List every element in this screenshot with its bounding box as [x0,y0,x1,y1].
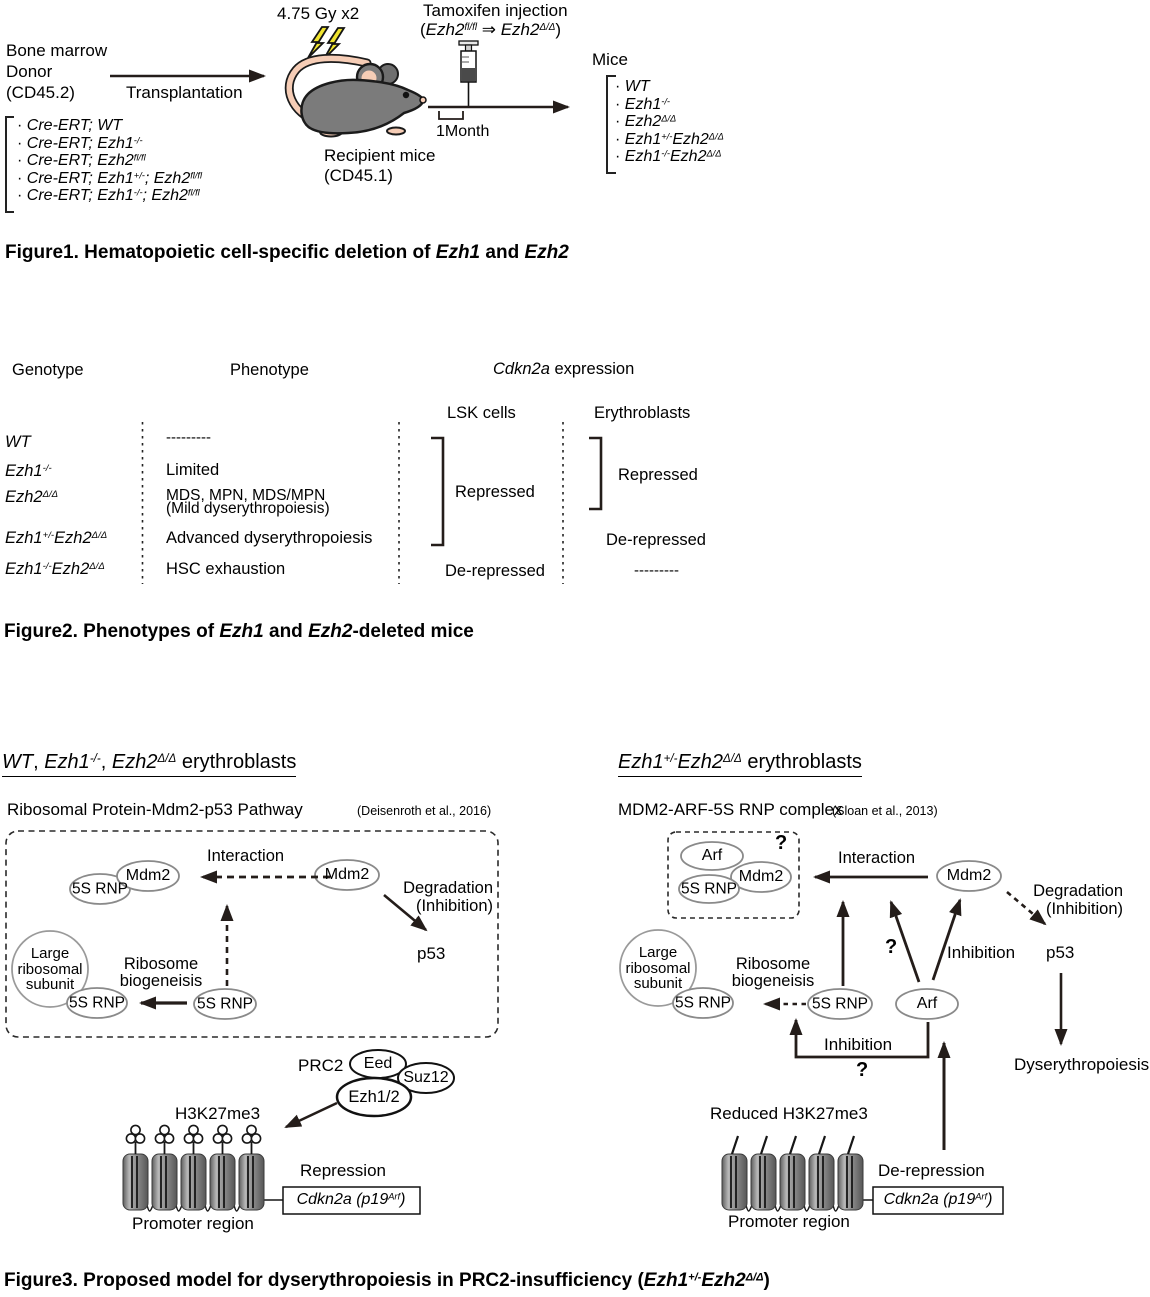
p53-label-left: p53 [417,944,446,963]
mice-list-item: · $Ezh2^{\Delta/\Delta}$ [615,113,677,130]
large-ribosomal-subunit-label-right: Large ribosomal subunit [625,943,691,992]
rnp-label: 5S RNP [681,880,737,898]
mice-list-item: · $Ezh1^{+/-}Ezh2^{\Delta/\Delta}$ [615,130,724,148]
col-header-erythroblasts: Erythroblasts [594,404,691,422]
genotype-row: Ezh1-/- [5,462,52,480]
lsk-bracket [431,438,443,545]
lsk-repressed-label: Repressed [455,483,535,501]
genotype-row: WT [5,433,31,451]
question-mark-mid: ? [885,936,898,958]
degradation-label-left: Degradation (Inhibition) [403,879,493,915]
inhibition-label-mid: Inhibition [947,943,1016,962]
donor-list-bracket [6,117,14,212]
right-panel-subtitle-ref: (Sloan et al., 2013) [832,804,938,818]
reduced-h3k27me3-label: Reduced H3K27me3 [710,1104,868,1123]
donor-genotype-item: · Cre-ERT; Ezh1-/-; $Ezh2^{fl/fl}$ [17,187,200,204]
col-header-cdkn2a: Cdkn2a expression [493,360,635,378]
cdkn2a-gene-label-left: Cdkn2a $(p19^{Arf})$ [296,1191,406,1209]
prc2-label: PRC2 [298,1056,344,1075]
col-header-phenotype: Phenotype [230,361,309,379]
arf-label: Arf [916,995,938,1013]
tamoxifen-label-line2: ($Ezh2^{fl/fl}$ ⇒ $Ezh2^{\Delta/\Delta}$) [420,20,562,39]
mice-list-item: · Ezh1-/- [615,95,670,113]
rnp-label: 5S RNP [812,995,868,1013]
mice-label: Mice [592,50,628,69]
arf-inhibition-arrow [933,900,960,980]
genotype-row: $Ezh1^{-/-}Ezh2^{\Delta/\Delta}$ [5,560,105,578]
suz12-label: Suz12 [403,1069,449,1087]
nucleosomes-left [123,1125,283,1211]
left-panel-title: WT, Ezh1-/-, $Ezh2^{\Delta/\Delta}$ erythroblasts [2,751,296,777]
col-header-genotype: Genotype [12,361,84,379]
rnp-label: 5S RNP [72,880,128,898]
mouse-nose [420,97,426,103]
figure2-caption: Figure2. Phenotypes of Ezh1 and Ezh2-deleted mice [4,621,474,642]
genotype-row: $Ezh1^{+/-}Ezh2^{\Delta/\Delta}$ [5,529,108,547]
mdm2-label: Mdm2 [946,867,992,885]
left-panel-subtitle-ref: (Deisenroth et al., 2016) [357,804,492,818]
ery-derepressed-label: De-repressed [606,531,706,549]
rnp-label: 5S RNP [69,994,125,1012]
promoter-region-label-left: Promoter region [132,1214,254,1233]
degradation-label-right: Degradation (Inhibition) [1033,882,1123,918]
figure3-caption: Figure3. Proposed model for dyserythropoiesis in PRC2-insufficiency $(Ezh1^{+/-}Ezh2^{\Delta/\Delta})$ [4,1270,770,1291]
donor-genotype-item: · Cre-ERT; Ezh1-/- [17,134,143,152]
one-month-label: 1Month [436,123,490,140]
figure1-caption: Figure1. Hematopoietic cell-specific deletion of Ezh1 and Ezh2 [5,242,569,263]
ezh12-label: Ezh1/2 [348,1087,400,1106]
promoter-region-label-right: Promoter region [728,1212,850,1231]
interaction-label-left: Interaction [207,847,285,865]
mdm2-label: Mdm2 [125,867,171,885]
transplantation-label: Transplantation [126,83,243,102]
eed-label: Eed [363,1055,393,1073]
mouse-illustration [289,58,426,136]
left-panel-subtitle: Ribosomal Protein-Mdm2-p53 Pathway [7,800,303,819]
ery-none-label: --------- [634,562,679,579]
col-header-lsk: LSK cells [447,404,516,422]
lsk-derepressed-label: De-repressed [445,562,545,580]
mice-list-item: · $Ezh1^{-/-}Ezh2^{\Delta/\Delta}$ [615,148,722,165]
mouse-eye [403,92,409,98]
ribosome-biogenesis-label-right: Ribosome biogeneisis [731,955,815,990]
large-ribosomal-subunit-label: Large ribosomal subunit [17,944,83,993]
inhibition-label-bottom: Inhibition [824,1035,893,1054]
phenotype-cell-note: (Mild dyserythropoiesis) [166,500,330,517]
mouse-body [301,80,423,133]
donor-label: Bone marrow Donor (CD45.2) [6,41,108,102]
question-mark-complex: ? [775,832,788,854]
donor-genotype-item: · Cre-ERT; WT [17,117,123,134]
h3k27me3-label: H3K27me3 [175,1104,261,1123]
derepression-label: De-repression [878,1161,985,1180]
right-panel-subtitle: MDM2-ARF-5S RNP complex [618,800,843,819]
nucleosomes-right [722,1136,873,1211]
phenotype-cell: Limited [166,461,220,479]
mice-list [615,78,724,166]
ery-repressed-label: Repressed [618,466,698,484]
ribosome-biogenesis-label-left: Ribosome biogeneisis [119,955,203,990]
mice-list-item: · WT [615,78,650,95]
phenotype-cell: Advanced dyserythropoiesis [166,529,373,547]
recipient-label: Recipient mice (CD45.1) [324,146,436,185]
repression-label: Repression [300,1161,386,1180]
dyserythropoiesis-label: Dyserythropoiesis [1014,1055,1150,1074]
mouse-front-foot [387,128,405,135]
genotype-row: $Ezh2^{\Delta/\Delta}$ [5,488,59,506]
mdm2-label: Mdm2 [738,868,784,886]
cdkn2a-gene-label-right: Cdkn2a $(p19^{Arf})$ [883,1191,993,1209]
phenotype-cell: HSC exhaustion [166,560,286,578]
syringe-icon [459,41,478,106]
erythroblast-bracket [589,438,601,509]
rnp-label: 5S RNP [197,995,253,1013]
p53-label-right: p53 [1046,943,1075,962]
irradiation-label: 4.75 Gy x2 [277,4,360,23]
right-panel-title: $Ezh1^{+/-}Ezh2^{\Delta/\Delta}$ erythroblasts [618,751,862,777]
prc2-to-chromatin-arrow [286,1103,337,1127]
phenotype-cell: MDS, MPN, MDS/MPN [166,487,326,504]
tamoxifen-label-line1: Tamoxifen injection [423,1,568,20]
mdm2-label: Mdm2 [324,866,370,884]
arf-label: Arf [701,847,723,865]
rnp-label: 5S RNP [675,994,731,1012]
one-month-bracket [439,111,463,119]
phenotype-cell: --------- [166,429,211,446]
question-mark-bottom: ? [856,1059,869,1081]
interaction-label-right: Interaction [838,849,916,867]
donor-genotype-list [17,117,202,205]
donor-genotype-item: · Cre-ERT; Ezh1+/-; $Ezh2^{fl/fl}$ [17,169,203,187]
donor-genotype-item: · Cre-ERT; $Ezh2^{fl/fl}$ [17,152,146,169]
